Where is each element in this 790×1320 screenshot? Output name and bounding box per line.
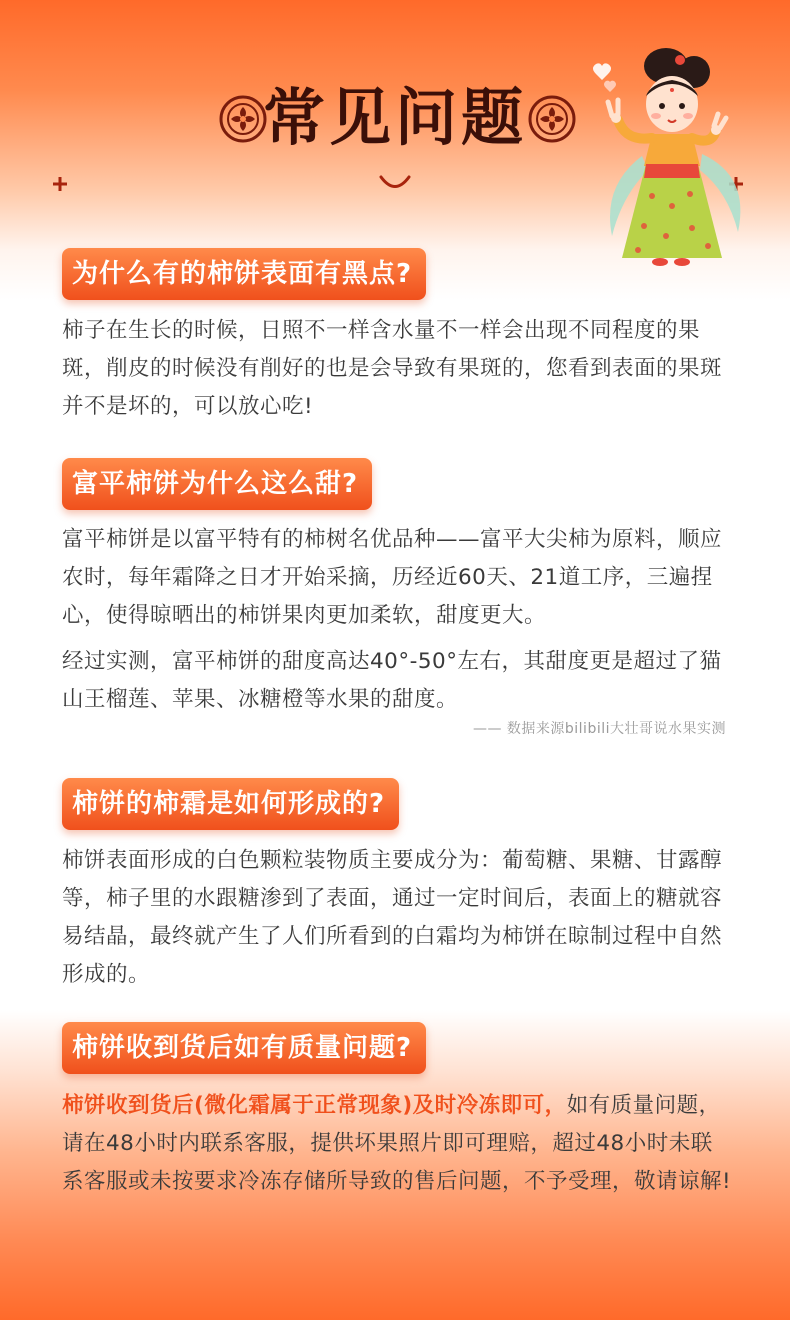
faq-question-3: 柿饼的柿霜是如何形成的? <box>62 778 399 830</box>
header <box>0 0 790 240</box>
tang-dynasty-girl-illustration <box>582 46 752 270</box>
faq-question-2: 富平柿饼为什么这么甜? <box>62 458 372 510</box>
smile-icon <box>378 174 412 192</box>
faq-answer-4-highlight: 柿饼收到货后(微化霜属于正常现象)及时冷冻即可， <box>62 1093 567 1118</box>
faq-question-4: 柿饼收到货后如有质量问题? <box>62 1022 426 1074</box>
faq-answer-1: 柿子在生长的时候，日照不一样含水量不一样会出现不同程度的果斑，削皮的时候没有削好的也是会导致有果斑的，您看到表面的果斑并不是坏的，可以放心吃! <box>62 318 723 419</box>
page-title: 常见问题 <box>262 81 527 154</box>
data-source-note: —— 数据来源bilibili大壮哥说水果实测 <box>472 721 726 737</box>
faq-answer-4-body: 如有质量问题，请在48小时内联系客服，提供坏果照片即可理赔，超过48小时未联系客服或未按要求冷冻存储所导致的售后问题，不予受理，敬请谅解! <box>62 1093 732 1194</box>
faq-answer-4 <box>62 1087 732 1201</box>
faq-answer-2-extra: 经过实测，富平柿饼的甜度高达40°-50°左右，其甜度更是超过了猫山王榴莲、苹果、冰糖橙等水果的甜度。 <box>62 649 722 712</box>
flower-ornament-icon <box>527 94 577 144</box>
faq-answer-3: 柿饼表面形成的白色颗粒装物质主要成分为：葡萄糖、果糖、甘露醇等，柿子里的水跟糖渗到了表面，通过一定时间后，表面上的糖就容易结晶，最终就产生了人们所看到的白霜均为柿饼在晾制过程中自然形成的。 <box>62 848 723 987</box>
faq-answer-2: 富平柿饼是以富平特有的柿树名优品种——富平大尖柿为原料，顺应农时，每年霜降之日才开始采摘，历经近60天、21道工序，三遍捏心，使得晾晒出的柿饼果肉更加柔软，甜度更大。 <box>62 527 723 628</box>
plus-icon <box>52 176 68 192</box>
faq-question-1: 为什么有的柿饼表面有黑点? <box>62 248 426 300</box>
